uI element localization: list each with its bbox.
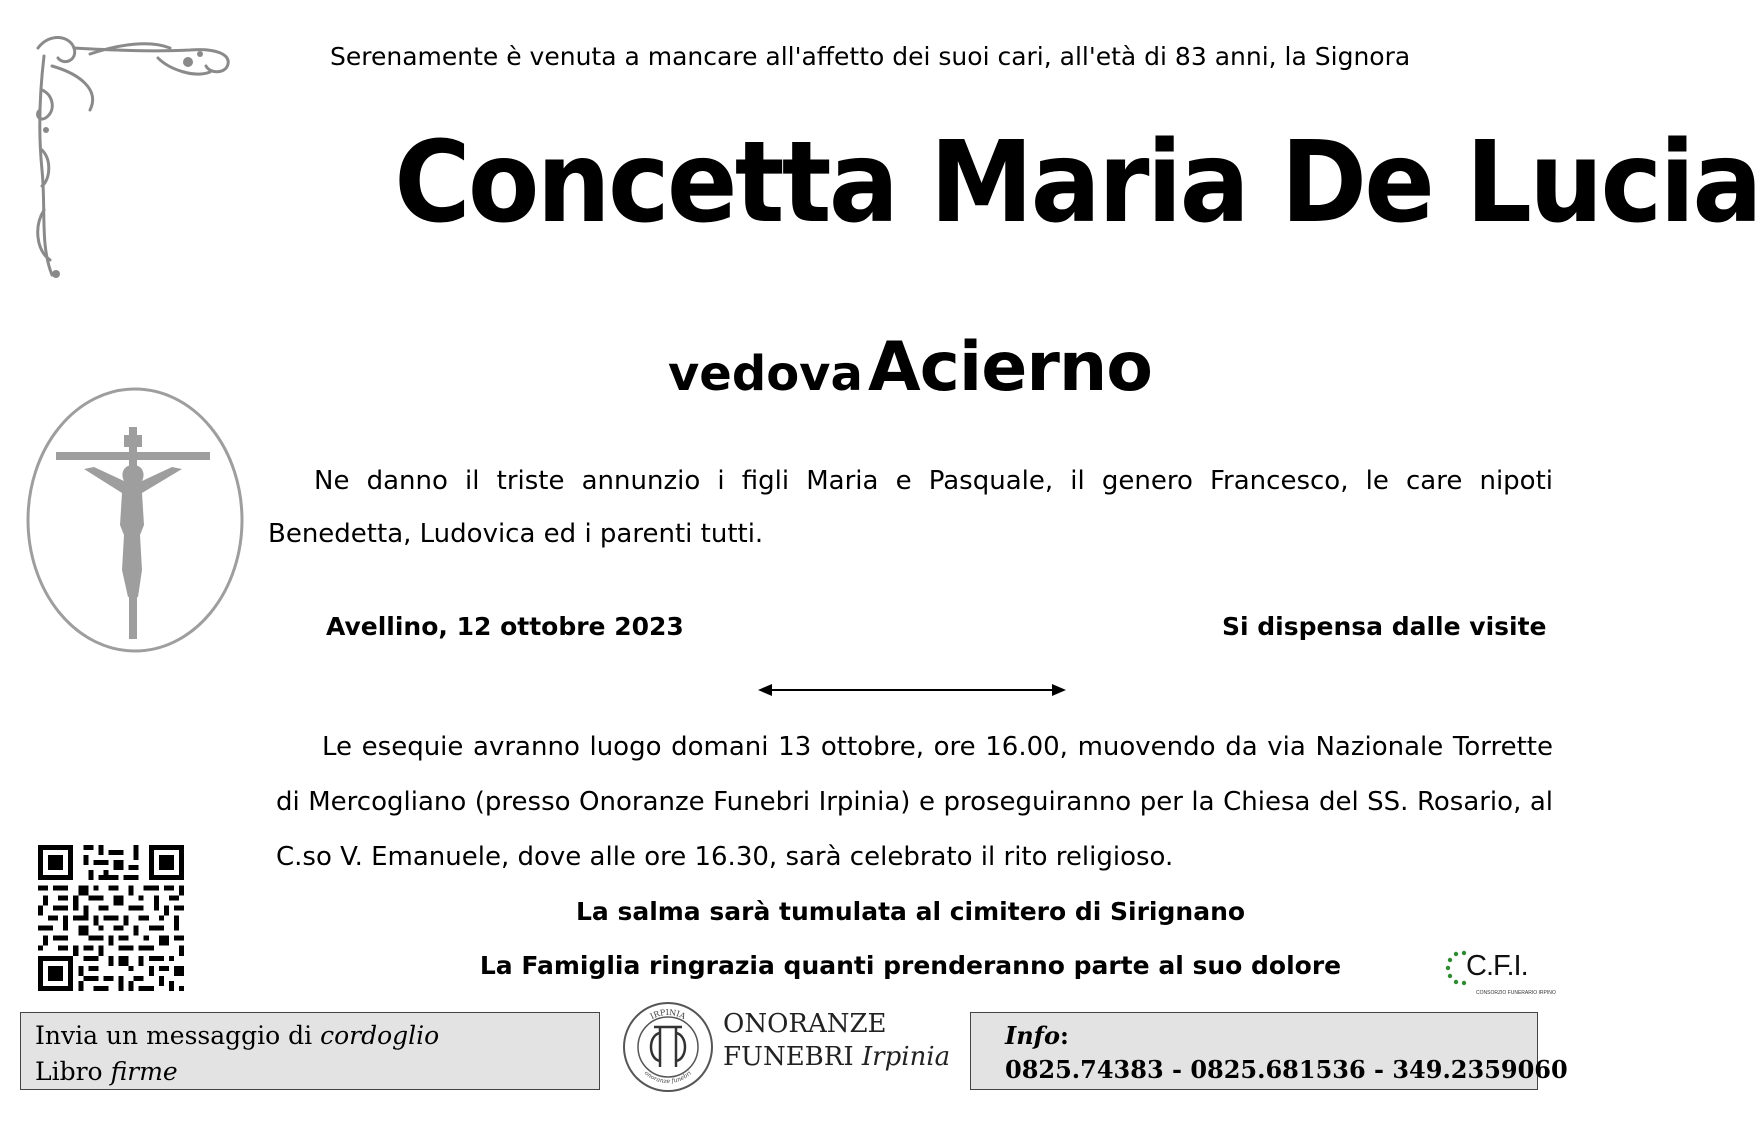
qr-code-icon[interactable]: [38, 845, 184, 991]
intro-text: Serenamente è venuta a mancare all'affetto dei suoi cari, all'età di 83 anni, la Signora: [330, 42, 1411, 71]
double-arrow-icon: [758, 680, 1066, 700]
widow-surname: Acierno: [867, 328, 1152, 407]
company-line-1: ONORANZE: [723, 1009, 887, 1039]
condolence-line[interactable]: [35, 1018, 585, 1054]
widow-label: vedova: [668, 346, 863, 402]
announcement-text: Ne danno il triste annunzio i figli Maria e Pasquale, il genero Francesco, le care nipoti Benedetta, Ludovica ed i parenti tutti.: [268, 466, 1553, 549]
cfi-logo-text: C.F.I.: [1466, 950, 1528, 982]
guestbook-word: firme: [110, 1057, 178, 1086]
corner-flourish-icon: [30, 30, 240, 285]
funeral-details: Le esequie avranno luogo domani 13 ottobre, ore 16.00, muovendo da via Nazionale Torrette di Mercogliano (presso Onoranze Funebri Irpinia) e proseguiranno per la Chiesa del SS. Rosario, al C.so V. Emanuele, dove alle ore 16.30, sarà celebrato il rito religioso.: [276, 732, 1553, 872]
guestbook-line[interactable]: [35, 1054, 585, 1090]
condolence-word: cordoglio: [320, 1021, 440, 1050]
burial-note: La salma sarà tumulata al cimitero di Sirignano: [575, 897, 1246, 926]
company-name: [723, 1008, 950, 1074]
company-word-irpinia: Irpinia: [861, 1042, 951, 1072]
company-line-2: [723, 1041, 950, 1074]
no-visits-note: Si dispensa dalle visite: [1222, 612, 1547, 641]
company-word-funebri: FUNEBRI: [723, 1042, 854, 1072]
seal-bottom-text: onoranze funebri: [642, 1069, 694, 1086]
condolence-box[interactable]: [20, 1012, 600, 1090]
cfi-subtext: CONSORZIO FUNERARIO IRPINO: [1476, 990, 1556, 996]
place-date: Avellino, 12 ottobre 2023: [326, 612, 684, 641]
crucifix-icon: [24, 385, 246, 657]
info-label: Info: [1005, 1021, 1061, 1050]
family-thanks: La Famiglia ringrazia quanti prenderanno parte al suo dolore: [479, 951, 1342, 980]
widow-line: [600, 328, 1220, 407]
deceased-name: Concetta Maria De Lucia: [394, 118, 1760, 248]
guestbook-prefix: Libro: [35, 1057, 103, 1086]
info-heading: Info:: [1005, 1021, 1069, 1050]
condolence-prefix: Invia un messaggio di: [35, 1021, 313, 1050]
company-seal-icon: [618, 997, 718, 1097]
seal-top-text: IRPINIA: [648, 1007, 688, 1022]
phone-numbers[interactable]: 0825.74383 - 0825.681536 - 349.2359060: [1005, 1055, 1568, 1084]
info-box: [970, 1012, 1568, 1090]
